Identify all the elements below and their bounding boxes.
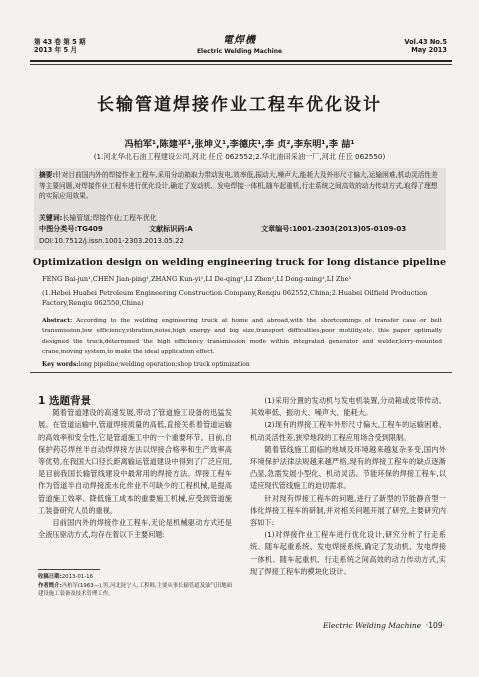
authors-en: FENG Bai-jun¹,CHEN Jian-ping¹,ZHANG Kun-yi¹,LI De-qing¹,LI Zhen²,LI Dong-ming¹,LI Zhe¹ [42, 275, 352, 283]
abstract-en [42, 316, 442, 358]
body-paragraph: 目前国内外的焊接作业工程车,无论是机械驱动方式还是全液压驱动方式,均存在着以下主要问题: [38, 518, 232, 540]
received-date [38, 573, 234, 582]
abstract-en-label: Abstract: [42, 317, 73, 324]
abstract-zh [39, 170, 441, 202]
body-paragraph: 随着管线施工面临的地域及环境越来越复杂多变,国内外环境保护法律法规越来越严格,现有的焊接工程车的缺点逐渐凸显,急需发展小型化、机动灵活、节能环保的焊接工程车,以适应现代管线施工的迫切需求。 [250, 444, 446, 491]
page-footer [323, 621, 445, 630]
body-paragraph: (1)采用分置的发动机与发电机装置,分动箱或皮带传动。其效率低、振动大、噪声大、能耗大。 [250, 396, 446, 418]
journal-name-en: Electric Welding Machine [196, 48, 283, 55]
document-code: 文献标识码:A [149, 224, 193, 233]
keywords-en-label: Key words: [42, 361, 79, 368]
abstract-divider [30, 372, 452, 373]
abstract-en-text: According to the welding engineering truck at home and abroad,with the shortcomings of transfer case or belt transmission,low efficiency,vibration,noise,high energy and big size,transport difficulties,poor motility,etc. this paper optimally designed the truck,determined the high efficiency transmission mode within integrated generator and welder,lorry-mounted crane,moving system,to make the ideal application effect. [42, 318, 442, 356]
page-number: ·109· [425, 621, 445, 630]
authors-zh: 冯柏军¹,陈建平¹,张坤义¹,李德庆¹,李 贞²,李东明¹,李 喆¹ [124, 139, 355, 150]
journal-logo-zh: 電焊機 [223, 35, 256, 46]
body-paragraph: 针对现有焊接工程车的问题,进行了新型的节能静音型一体化焊接工程车的研制,并对相关问题开展了研究,主要研究内容如下: [250, 493, 446, 528]
body-paragraph: (1)对焊接作业工程车进行优化设计,研究分析了行走系统、随车起重系统、发电焊接系统,确定了发动机、发电焊接一体机、随车起重机、行走系统之间高效的动力传动方式,实现了焊接工程车的模块化设计。 [250, 530, 446, 576]
affiliation-zh: (1.河北华北石油工程建设公司,河北 任丘 062552;2.华北油田采油一厂,河北 任丘 062550) [93, 152, 386, 161]
article-title-zh: 长输管道焊接作业工程车优化设计 [97, 95, 382, 115]
issue-date: 2013 年 5 月 [34, 46, 78, 54]
keywords-zh-label: 关键词: [39, 214, 63, 222]
footnote [38, 573, 234, 599]
keywords-en-text: long pipeline;welding operation;shop truck optimization [78, 361, 250, 368]
body-paragraph: 随着管道建设的高速发展,带动了管道施工设备的迅猛发展。在管道运输中,管道焊接质量的高低,直接关系着管道运输的高效率和安全性,它是管道施工中的一个重要环节。目前,自保护药芯焊丝半自动焊焊接方法以焊接合格率和生产效率高等优势,在我国大口径长距离输运管道建设中得到了广泛应用,是目前我国长输管线建设中最常用的焊接方法。焊接工程车作为管道半自动焊接流水化作业不可缺少的工程机械,是提高管道施工效率、降低施工成本的重要施工机械,应受到管道施工装备研究人员的重视。 [38, 408, 232, 515]
author-bio-text: 冯柏军(1963—),男,河北抚宁人,工程师,主要从事长输管道及油气田地面建设施工装备及技术管理工作。 [38, 582, 233, 598]
abstract-zh-label: 摘要: [39, 171, 56, 179]
author-bio [38, 582, 234, 599]
keywords-zh-text: 长输管道;焊接作业;工程车优化 [62, 214, 157, 222]
abstract-zh-text: 针对目前国内外的焊接作业工程车,采用分动箱取力带动发电,效率低,振动大,噪声大,能耗大及外形尺寸偏大,运输困难,机动灵活性差等主要问题,对焊接作业工程车进行优化设计,确定了发动机、发电焊接一体机,随车起重机,行走系统之间高效的动力传动方式,取得了理想的实际应用效果。 [39, 171, 438, 201]
issue-date-en: May 2013 [411, 46, 447, 54]
clc-number: 中图分类号:TG409 [39, 224, 103, 233]
header-rule-thin [30, 64, 452, 65]
volume-issue: 第 43 卷 第 5 期 [34, 38, 86, 46]
footer-journal-name: Electric Welding Machine [323, 621, 422, 630]
received-label: 收稿日期: [38, 574, 62, 580]
author-bio-label: 作者简介: [38, 582, 62, 589]
keywords-en [42, 361, 250, 368]
body-column-right [250, 395, 446, 578]
body-column-left [38, 395, 232, 541]
affiliation-en: (1.Hebei Huabei Petroleum Engineering Construction Company,Renqiu 062552,China;2.Huabei Oilfield Production Factory,Renqiu 062550,China) [42, 289, 428, 307]
header-rule-thick [30, 60, 452, 62]
article-title-en: Optimization design on welding engineering truck for long distance pipeline [32, 257, 447, 268]
volume-number-en: Vol.43 No.5 [404, 38, 447, 46]
section-heading: 1 选题背景 [38, 395, 91, 407]
received-value: 2013-01-16 [61, 574, 94, 580]
article-number: 文章编号:1001-2303(2013)05-0109-03 [261, 224, 407, 233]
body-paragraph: (2)现有的焊接工程车外形尺寸偏大,工程车的运输困难、机动灵活性差,狭窄地段的工程应用场合受到限制。 [250, 420, 446, 442]
doi: DOI:10.7512/j.issn.1001-2303.2013.05.22 [39, 237, 184, 245]
issue-info-right [404, 38, 447, 54]
keywords-zh [39, 212, 157, 222]
footnote-rule [38, 569, 100, 570]
